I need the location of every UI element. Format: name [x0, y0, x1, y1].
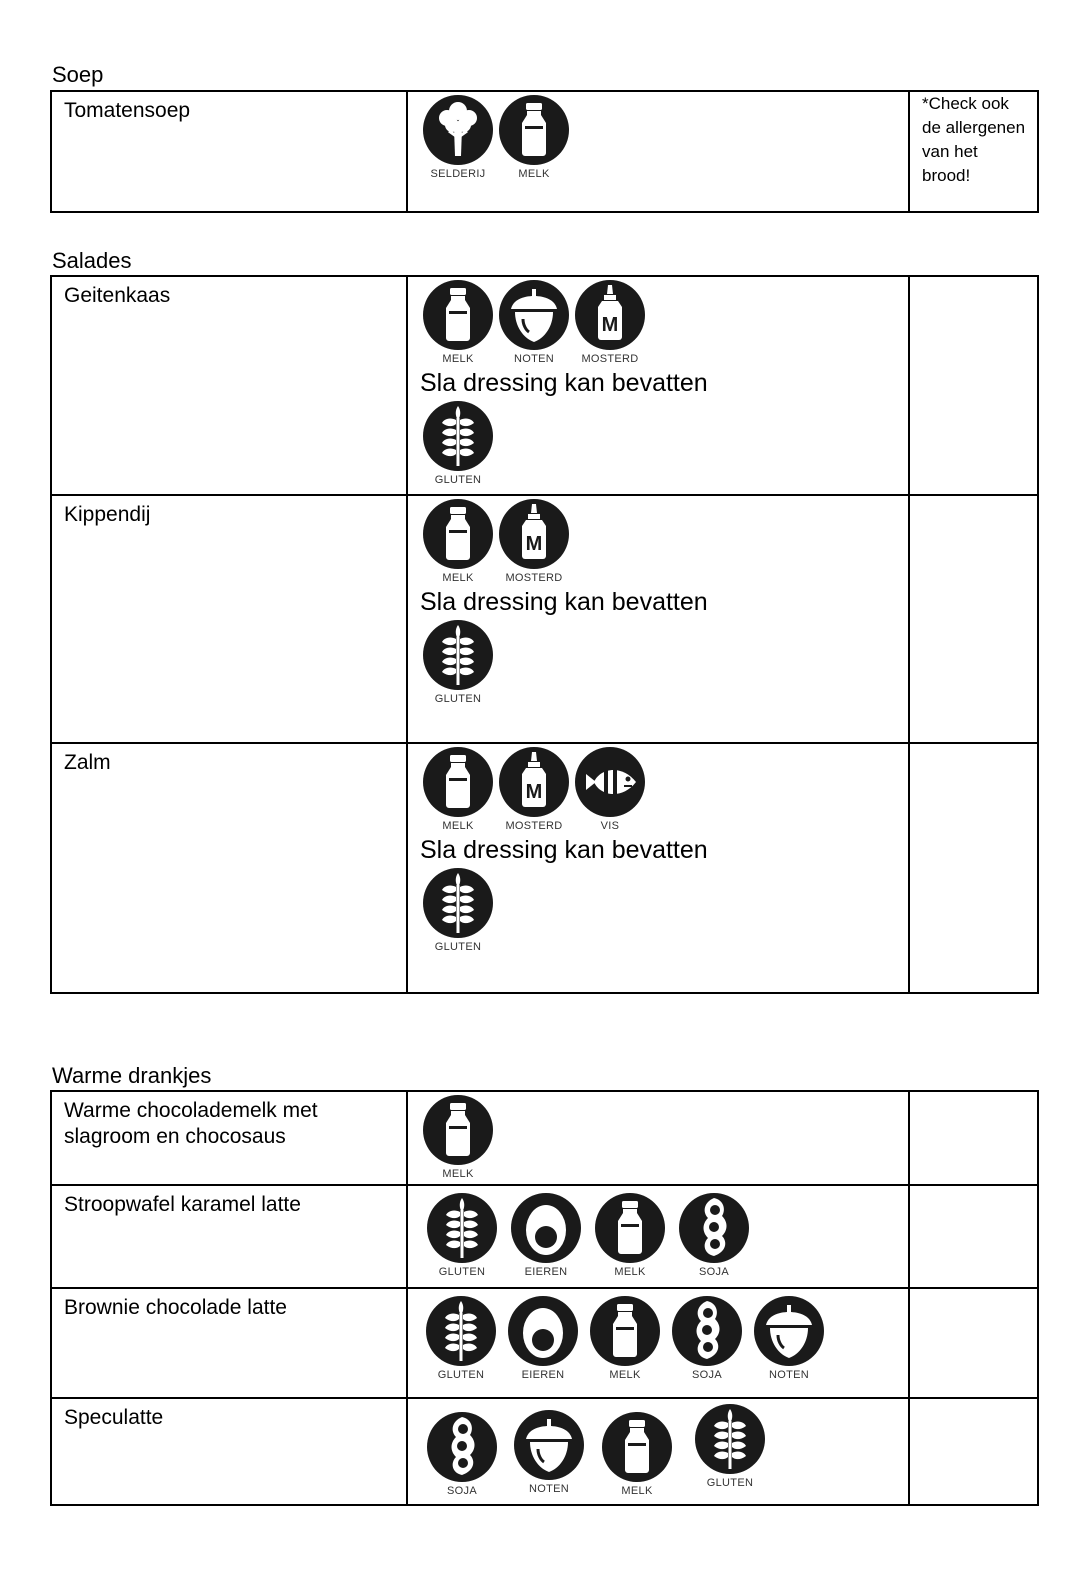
- allergen-label: MELK: [614, 1266, 646, 1278]
- allergen-cell: [407, 1288, 909, 1398]
- milk-icon: [422, 279, 494, 351]
- allergen-label: GLUTEN: [434, 941, 482, 953]
- allergen-gluten: [420, 400, 496, 487]
- allergen-gluten: [420, 867, 496, 954]
- gluten-icon: [422, 867, 494, 939]
- mustard-icon: [574, 279, 646, 351]
- allergen-label: NOTEN: [529, 1483, 569, 1495]
- warme-drankjes-table: [50, 1090, 1039, 1506]
- allergen-soy: [666, 1295, 748, 1382]
- table-row: [51, 1398, 1038, 1505]
- allergen-cell: [407, 495, 909, 743]
- section-title-warme-drankjes: Warme drankjes: [52, 1063, 212, 1088]
- milk-icon: [422, 746, 494, 818]
- table-row: [51, 1288, 1038, 1398]
- milk-icon: [589, 1295, 661, 1367]
- section-title-salades: Salades: [52, 248, 132, 273]
- dressing-note: Sla dressing kan bevatten: [420, 588, 708, 616]
- allergen-label: MELK: [518, 168, 550, 180]
- allergen-cell: [407, 91, 909, 212]
- allergen-label: MOSTERD: [505, 820, 563, 832]
- allergen-label: MOSTERD: [505, 572, 563, 584]
- table-row: [51, 743, 1038, 993]
- dish-name: Geitenkaas: [51, 276, 407, 495]
- allergen-gluten: [420, 619, 496, 706]
- gluten-icon: [694, 1403, 766, 1475]
- allergen-cell: [407, 743, 909, 993]
- allergen-label: SOJA: [692, 1369, 722, 1381]
- celery-icon: [422, 94, 494, 166]
- dressing-note: Sla dressing kan bevatten: [420, 369, 708, 397]
- soy-icon: [671, 1295, 743, 1367]
- allergen-milk: [594, 1411, 680, 1498]
- allergen-soy: [672, 1192, 756, 1279]
- note-cell: [909, 743, 1038, 993]
- allergen-mustard: [496, 498, 572, 585]
- allergen-gluten: [420, 1192, 504, 1279]
- milk-icon: [601, 1411, 673, 1483]
- allergen-label: MELK: [442, 353, 474, 365]
- allergen-mustard: [572, 279, 648, 366]
- milk-icon: [422, 1094, 494, 1166]
- egg-icon: [510, 1192, 582, 1264]
- allergen-label: MELK: [621, 1485, 653, 1497]
- dish-name: Warme chocolademelk met slagroom en chocosaus: [51, 1091, 407, 1185]
- dish-name: Speculatte: [51, 1398, 407, 1505]
- allergen-label: SELDERIJ: [430, 168, 486, 180]
- allergen-label: EIEREN: [521, 1369, 565, 1381]
- allergen-milk: [584, 1295, 666, 1382]
- allergen-milk: [420, 746, 496, 833]
- nut-icon: [513, 1409, 585, 1481]
- dish-name: Tomatensoep: [51, 91, 407, 212]
- mustard-icon: [498, 746, 570, 818]
- allergen-fish: [572, 746, 648, 833]
- egg-icon: [507, 1295, 579, 1367]
- gluten-icon: [422, 619, 494, 691]
- allergen-gluten: [680, 1403, 780, 1490]
- allergen-milk: [420, 498, 496, 585]
- dish-name: Kippendij: [51, 495, 407, 743]
- soy-icon: [678, 1192, 750, 1264]
- allergen-egg: [504, 1192, 588, 1279]
- table-row: [51, 1091, 1038, 1185]
- allergen-label: GLUTEN: [706, 1477, 754, 1489]
- allergen-cell: [407, 1398, 909, 1505]
- allergen-milk: [496, 94, 572, 181]
- allergen-label: GLUTEN: [434, 693, 482, 705]
- allergen-celery: [420, 94, 496, 181]
- allergen-gluten: [420, 1295, 502, 1382]
- table-row: [51, 1185, 1038, 1288]
- milk-icon: [594, 1192, 666, 1264]
- soy-icon: [426, 1411, 498, 1483]
- allergen-label: MELK: [442, 572, 474, 584]
- allergen-label: SOJA: [447, 1485, 477, 1497]
- note-cell: [909, 495, 1038, 743]
- note-cell: [909, 1398, 1038, 1505]
- allergen-label: MELK: [442, 820, 474, 832]
- allergen-label: MELK: [442, 1168, 474, 1180]
- fish-icon: [574, 746, 646, 818]
- salades-table: [50, 275, 1039, 994]
- allergen-mustard: [496, 746, 572, 833]
- allergen-label: MELK: [609, 1369, 641, 1381]
- dish-name: Zalm: [51, 743, 407, 993]
- allergen-soy: [420, 1411, 504, 1498]
- mustard-icon: [498, 498, 570, 570]
- nut-icon: [753, 1295, 825, 1367]
- allergen-nut: [496, 279, 572, 366]
- allergen-milk: [420, 1094, 496, 1181]
- allergen-label: NOTEN: [514, 353, 554, 365]
- note-cell: [909, 1185, 1038, 1288]
- gluten-icon: [426, 1192, 498, 1264]
- note-cell: [909, 1288, 1038, 1398]
- allergen-label: GLUTEN: [434, 474, 482, 486]
- dish-name: Stroopwafel karamel latte: [51, 1185, 407, 1288]
- allergen-nut: [748, 1295, 830, 1382]
- note-cell: [909, 1091, 1038, 1185]
- allergen-label: VIS: [600, 820, 620, 832]
- milk-icon: [422, 498, 494, 570]
- nut-icon: [498, 279, 570, 351]
- section-title-soep: Soep: [52, 62, 104, 87]
- allergen-egg: [502, 1295, 584, 1382]
- allergen-label: GLUTEN: [437, 1369, 485, 1381]
- note-cell: [909, 276, 1038, 495]
- allergen-label: NOTEN: [769, 1369, 809, 1381]
- dish-name: Brownie chocolade latte: [51, 1288, 407, 1398]
- allergen-milk: [420, 279, 496, 366]
- allergen-cell: [407, 1185, 909, 1288]
- table-row: [51, 91, 1038, 212]
- allergen-milk: [588, 1192, 672, 1279]
- note-cell: *Check ook de allergenen van het brood!: [909, 91, 1038, 212]
- allergen-cell: [407, 1091, 909, 1185]
- allergen-label: MOSTERD: [581, 353, 639, 365]
- allergen-label: EIEREN: [524, 1266, 568, 1278]
- allergen-label: GLUTEN: [438, 1266, 486, 1278]
- allergen-label: SOJA: [699, 1266, 729, 1278]
- allergen-nut: [504, 1409, 594, 1496]
- gluten-icon: [425, 1295, 497, 1367]
- table-row: [51, 276, 1038, 495]
- soep-table: [50, 90, 1039, 213]
- table-row: [51, 495, 1038, 743]
- milk-icon: [498, 94, 570, 166]
- gluten-icon: [422, 400, 494, 472]
- allergen-cell: [407, 276, 909, 495]
- dressing-note: Sla dressing kan bevatten: [420, 836, 708, 864]
